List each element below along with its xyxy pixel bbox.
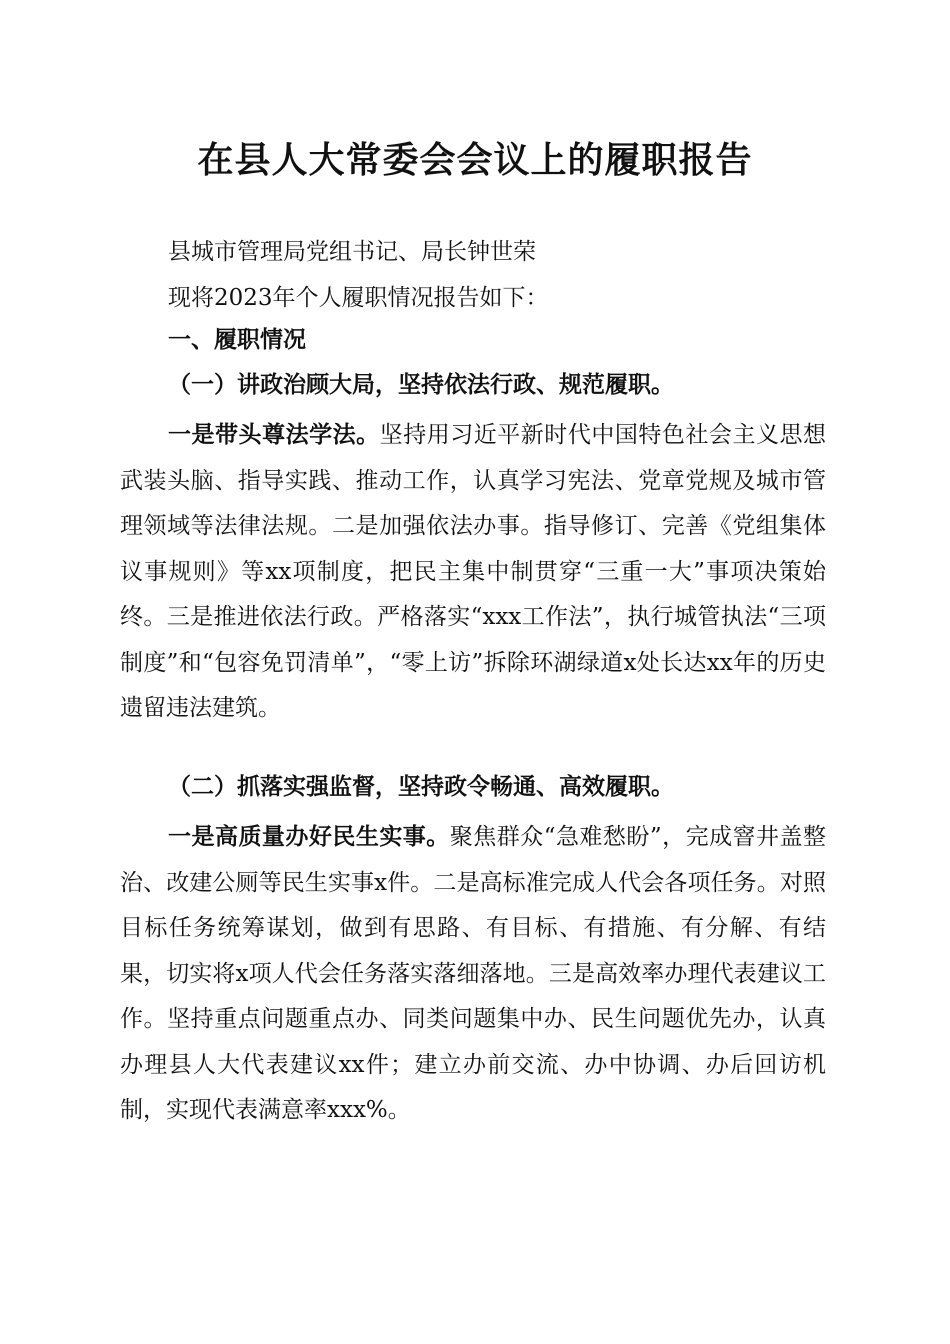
paragraph-2-body: 聚焦群众“急难愁盼”，完成窨井盖整治、改建公厕等民生实事x件。二是高标准完成人代会各项任务。对照目标任务统筹谋划，做到有思路、有目标、有措施、有分解、有结果，切实将x项人代会任务落实落细落地。三是高效率办理代表建议工作。坚持重点问题重点办、同类问题集中办、民生问题优先办，认真办理县人大代表建议xx件；建立办前交流、办中协调、办后回访机制，实现代表满意率xxx%。 <box>120 824 826 1123</box>
paragraph-2-lead: 一是高质量办好民生实事。 <box>168 823 450 850</box>
intro-line: 现将2023年个人履职情况报告如下： <box>168 285 549 311</box>
paragraph-2 <box>120 814 826 1134</box>
document-title: 在县人大常委会会议上的履职报告 <box>197 139 753 181</box>
section-heading-1: 一、履职情况 <box>168 327 306 353</box>
paragraph-1-lead: 一是带头尊法学法。 <box>168 421 380 448</box>
paragraph-1-body: 坚持用习近平新时代中国特色社会主义思想武装头脑、指导实践、推动工作，认真学习宪法、党章党规及城市管理领域等法律法规。二是加强依法办事。指导修订、完善《党组集体议事规则》等xx项制度，把民主集中制贯穿“三重一大”事项决策始终。三是推进依法行政。严格落实“xxx工作法”，执行城管执法“三项制度”和“包容免罚清单”，“零上访”拆除环湖绿道x处长达xx年的历史遗留违法建筑。 <box>120 422 827 721</box>
subsection-heading-2: （二）抓落实强监督，坚持政令畅通、高效履职。 <box>168 773 674 800</box>
subsection-heading-1: （一）讲政治顾大局，坚持依法行政、规范履职。 <box>168 371 674 398</box>
paragraph-1 <box>120 412 826 732</box>
author-line: 县城市管理局党组书记、局长钟世荣 <box>168 239 536 265</box>
